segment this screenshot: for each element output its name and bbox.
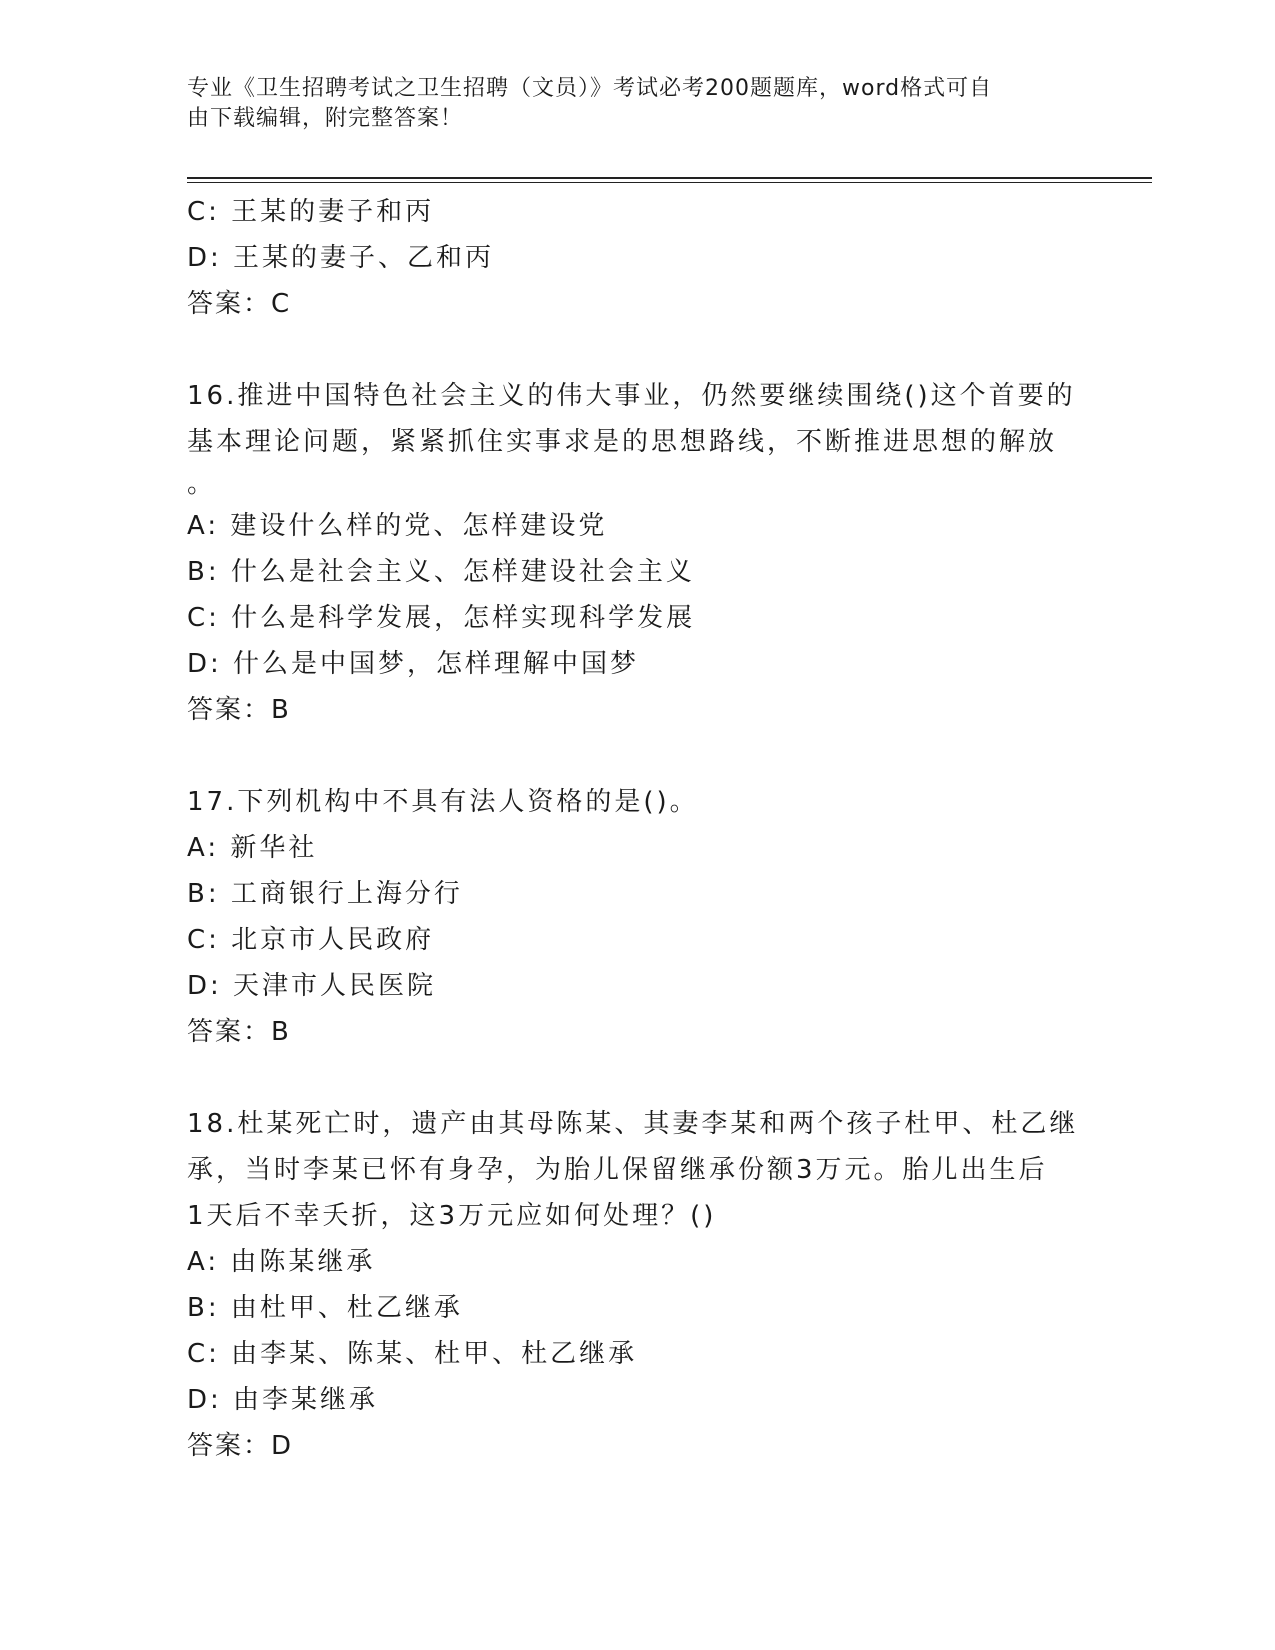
question-18 (187, 1101, 1077, 1469)
spacer (187, 1055, 1077, 1101)
answer-line: 答案：B (187, 1017, 291, 1047)
prev-question-tail (187, 189, 1077, 327)
option-d: D: 王某的妻子、乙和丙 (187, 243, 495, 273)
question-text-line: 1天后不幸夭折，这3万元应如何处理？() (187, 1201, 717, 1231)
option-a: A: 由陈某继承 (187, 1247, 376, 1277)
question-text-line: 18.杜某死亡时，遗产由其母陈某、其妻李某和两个孩子杜甲、杜乙继 (187, 1109, 1079, 1139)
option-a: A: 建设什么样的党、怎样建设党 (187, 511, 608, 541)
spacer (187, 327, 1077, 373)
spacer (187, 733, 1077, 779)
option-d: D: 天津市人民医院 (187, 971, 437, 1001)
question-text-line: 。 (187, 469, 217, 499)
answer-line: 答案：C (187, 289, 292, 319)
header-divider-thin (187, 182, 1152, 183)
option-d: D: 由李某继承 (187, 1385, 379, 1415)
question-text-line: 17.下列机构中不具有法人资格的是()。 (187, 787, 699, 817)
question-content (187, 189, 1077, 1469)
option-b: B: 由杜甲、杜乙继承 (187, 1293, 463, 1323)
option-a: A: 新华社 (187, 833, 318, 863)
header-line-2: 由下载编辑，附完整答案！ (187, 106, 464, 131)
option-c: C: 北京市人民政府 (187, 925, 435, 955)
question-text-line: 16.推进中国特色社会主义的伟大事业，仍然要继续围绕()这个首要的 (187, 381, 1076, 411)
question-16 (187, 373, 1077, 733)
question-17 (187, 779, 1077, 1055)
question-text-line: 基本理论问题，紧紧抓住实事求是的思想路线，不断推进思想的解放 (187, 427, 1058, 457)
option-b: B: 工商银行上海分行 (187, 879, 463, 909)
header-divider (187, 177, 1152, 179)
question-text-line: 承，当时李某已怀有身孕，为胎儿保留继承份额3万元。胎儿出生后 (187, 1155, 1048, 1185)
option-b: B: 什么是社会主义、怎样建设社会主义 (187, 557, 695, 587)
answer-line: 答案：B (187, 695, 291, 725)
header-line-1: 专业《卫生招聘考试之卫生招聘（文员）》考试必考200题题库，word格式可自 (187, 76, 993, 101)
option-d: D: 什么是中国梦，怎样理解中国梦 (187, 649, 640, 679)
option-c: C: 王某的妻子和丙 (187, 197, 435, 227)
answer-line: 答案：D (187, 1431, 294, 1461)
option-c: C: 由李某、陈某、杜甲、杜乙继承 (187, 1339, 638, 1369)
option-c: C: 什么是科学发展，怎样实现科学发展 (187, 603, 696, 633)
document-header (187, 74, 1067, 134)
